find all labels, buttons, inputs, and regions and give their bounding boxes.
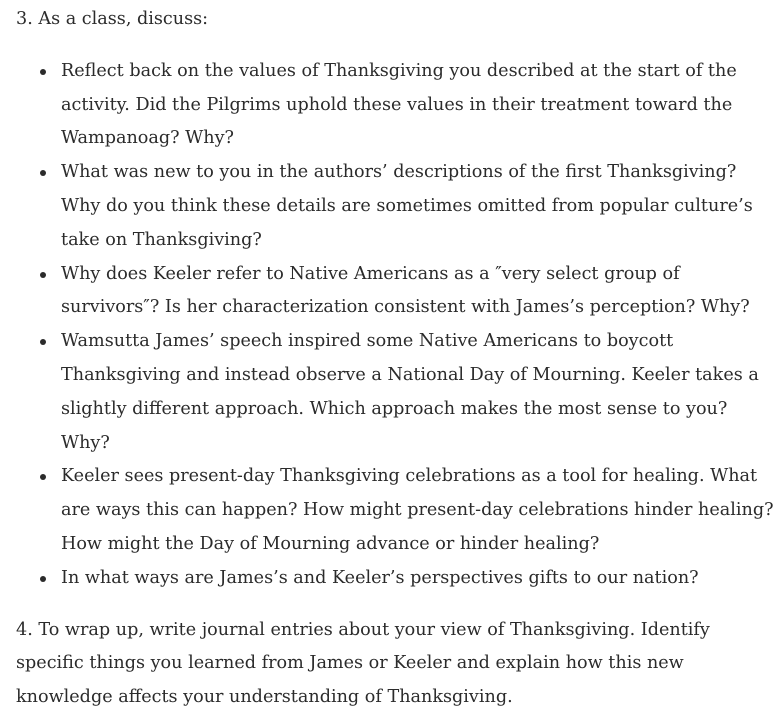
list-item-text: In what ways are James’s and Keeler’s perspectives gifts to our nation? <box>61 567 699 588</box>
list-item <box>61 325 776 460</box>
step-3-heading: 3. As a class, discuss: <box>16 9 209 29</box>
list-item <box>61 562 776 596</box>
step-4-paragraph: 4. To wrap up, write journal entries about your view of Thanksgiving. Identify specific things you learned from James or Keeler and explain how this new knowledge affects your understanding of Thanksgiving. <box>16 619 710 708</box>
discussion-questions-list <box>16 55 776 596</box>
list-item-text: Reflect back on the values of Thanksgiving you described at the start of the activity. Did the Pilgrims uphold these values in their treatment toward the Wampanoag? Why? <box>61 60 737 149</box>
list-item-text: Keeler sees present-day Thanksgiving celebrations as a tool for healing. What are ways this can happen? How might present-day celebrations hinder healing? How might the Day of Mourning advance or hinder healing? <box>61 466 774 554</box>
list-item <box>61 156 776 257</box>
list-item <box>61 55 776 156</box>
bullet-icon <box>40 170 46 176</box>
bullet-icon <box>40 339 46 345</box>
list-item <box>61 460 776 561</box>
bullet-icon <box>40 272 46 278</box>
bullet-icon <box>40 69 46 75</box>
bullet-icon <box>40 576 46 582</box>
list-item <box>61 258 776 326</box>
list-item-text: What was new to you in the authors’ descriptions of the first Thanksgiving? Why do you think these details are sometimes omitted from popular culture’s take on Thanksgiving? <box>61 162 753 250</box>
list-item-text: Why does Keeler refer to Native Americans as a ″very select group of survivors″? Is her characterization consistent with James’s perception? Why? <box>61 263 750 318</box>
bullet-icon <box>40 474 46 480</box>
list-item-text: Wamsutta James’ speech inspired some Native Americans to boycott Thanksgiving and instead observe a National Day of Mourning. Keeler takes a slightly different approach. Which approach makes the most sense to you? Why? <box>61 331 759 453</box>
